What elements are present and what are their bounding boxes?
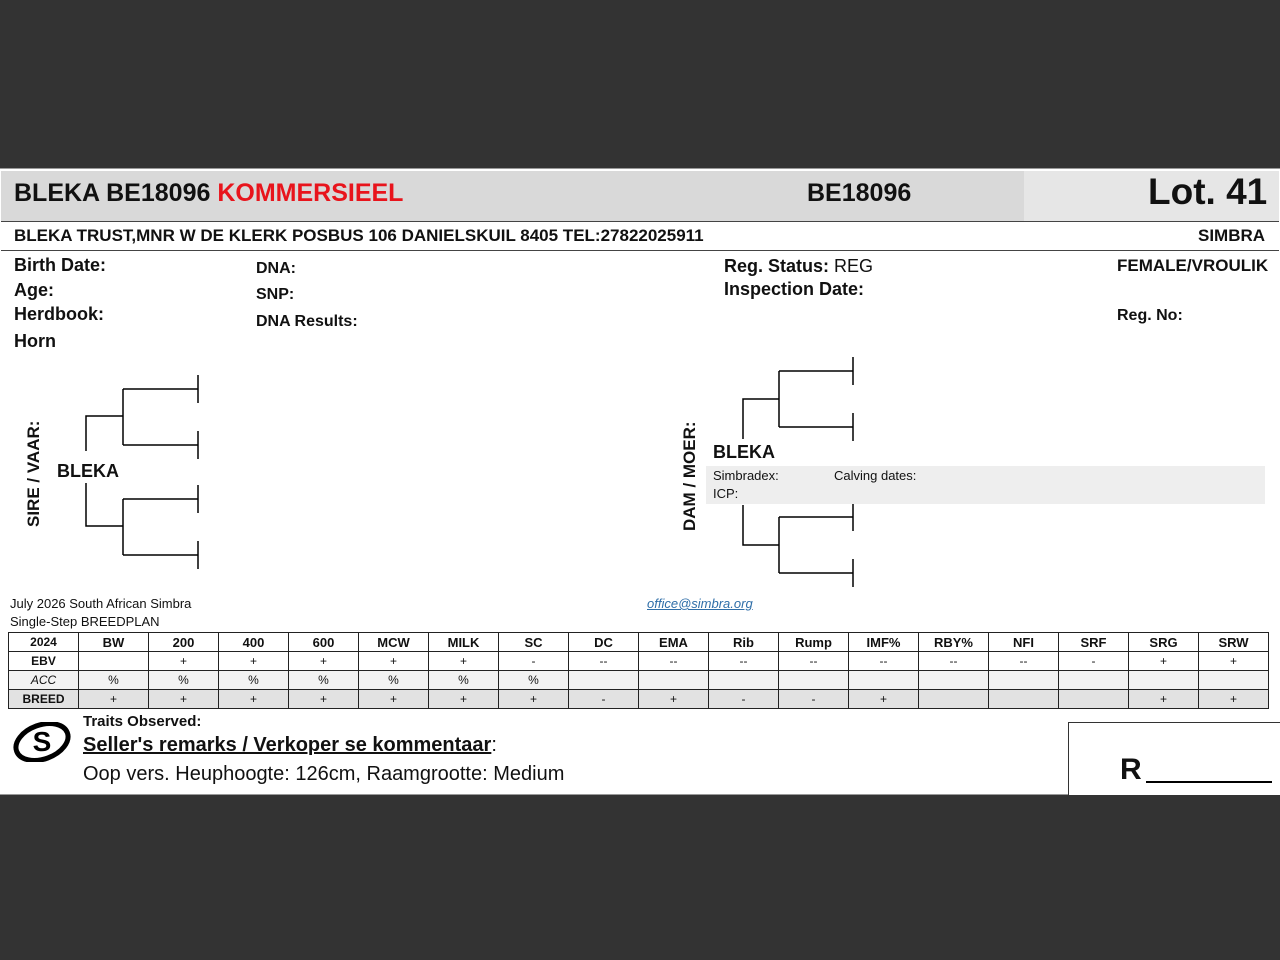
price-entry-line[interactable]: [1146, 781, 1272, 783]
ebv-cell: --: [779, 652, 849, 671]
ebv-cell: +: [79, 690, 149, 709]
ebv-cell: %: [359, 671, 429, 690]
ebv-row-label: ACC: [9, 671, 79, 690]
dna-label: DNA:: [256, 260, 296, 277]
ebv-cell: --: [709, 652, 779, 671]
ebv-cell: [1199, 671, 1269, 690]
herdbook-label: Herdbook:: [14, 304, 104, 324]
ebv-cell: -: [1059, 652, 1129, 671]
ebv-cell: +: [429, 690, 499, 709]
ebv-column-header: BW: [79, 633, 149, 652]
ebv-column-header: Rib: [709, 633, 779, 652]
dam-label: DAM / MOER:: [680, 421, 699, 531]
ebv-cell: --: [989, 652, 1059, 671]
ebv-column-header: SRG: [1129, 633, 1199, 652]
email-link[interactable]: office@simbra.org: [647, 596, 753, 611]
price-box: [1068, 722, 1280, 795]
ebv-cell: [849, 671, 919, 690]
ebv-column-header: 600: [289, 633, 359, 652]
ebv-column-header: 400: [219, 633, 289, 652]
ebv-cell: %: [499, 671, 569, 690]
ebv-year-cell: 2024: [9, 633, 79, 652]
reg-status-label: Reg. Status:: [724, 256, 830, 276]
ebv-cell: +: [639, 690, 709, 709]
sire-label: SIRE / VAAR:: [24, 420, 43, 527]
ebv-cell: -: [709, 690, 779, 709]
animal-code: BE18096: [807, 179, 912, 207]
dam-details-box: [706, 466, 1265, 504]
ebv-row-label: BREED: [9, 690, 79, 709]
ebv-cell: +: [289, 690, 359, 709]
ebv-row-breed: [9, 690, 1269, 709]
ebv-column-header: SRF: [1059, 633, 1129, 652]
lot-number: Lot. 41: [1148, 171, 1268, 212]
ebv-cell: -: [569, 690, 639, 709]
breedplan-type: Single-Step BREEDPLAN: [10, 614, 160, 629]
ebv-cell: %: [219, 671, 289, 690]
ebv-table: [8, 632, 1269, 709]
seller-remarks-colon: :: [491, 734, 497, 756]
ebv-cell: [919, 671, 989, 690]
ebv-cell: [919, 690, 989, 709]
simbradex-label: Simbradex:: [713, 468, 779, 483]
seller-remarks-heading: [83, 734, 497, 757]
price-currency: R: [1120, 753, 1142, 786]
ebv-cell: -: [779, 690, 849, 709]
ebv-cell: +: [359, 690, 429, 709]
sire-name: BLEKA: [57, 461, 119, 481]
lot-card: [0, 168, 1280, 795]
ebv-row-acc: [9, 671, 1269, 690]
svg-text:S: S: [32, 726, 52, 757]
seller-remarks-text: Oop vers. Heuphoogte: 126cm, Raamgrootte: Medium: [83, 763, 565, 785]
reg-no-label: Reg. No:: [1117, 307, 1183, 324]
snp-label: SNP:: [256, 286, 295, 303]
ebv-cell: [639, 671, 709, 690]
ebv-cell: +: [289, 652, 359, 671]
ebv-cell: %: [429, 671, 499, 690]
ebv-cell: [1059, 690, 1129, 709]
ebv-cell: [779, 671, 849, 690]
dna-results-label: DNA Results:: [256, 313, 358, 330]
birth-date-label: Birth Date:: [14, 255, 107, 275]
ebv-column-header: NFI: [989, 633, 1059, 652]
ebv-column-header: SC: [499, 633, 569, 652]
ebv-cell: +: [149, 652, 219, 671]
ebv-cell: +: [849, 690, 919, 709]
ebv-column-header: MILK: [429, 633, 499, 652]
ebv-cell: [989, 690, 1059, 709]
ebv-column-header: MCW: [359, 633, 429, 652]
ebv-cell: +: [499, 690, 569, 709]
ebv-cell: %: [289, 671, 359, 690]
dam-name: BLEKA: [713, 442, 775, 462]
ebv-cell: +: [1129, 690, 1199, 709]
owner-details: BLEKA TRUST,MNR W DE KLERK POSBUS 106 DANIELSKUIL 8405 TEL:27822025911: [14, 226, 704, 245]
ebv-cell: +: [1129, 652, 1199, 671]
traits-observed-label: Traits Observed:: [83, 713, 202, 730]
ebv-cell: -: [499, 652, 569, 671]
seller-remarks-label: Seller's remarks / Verkoper se kommentaar: [83, 734, 492, 756]
ebv-column-header: DC: [569, 633, 639, 652]
ebv-cell: --: [919, 652, 989, 671]
ebv-cell: +: [1199, 652, 1269, 671]
animal-category: KOMMERSIEEL: [217, 179, 404, 207]
ebv-row-ebv: [9, 652, 1269, 671]
ebv-cell: --: [569, 652, 639, 671]
breedplan-date: July 2026 South African Simbra: [10, 596, 192, 611]
ebv-header-row: [9, 633, 1269, 652]
sex-label: FEMALE/VROULIK: [1117, 256, 1269, 275]
ebv-cell: +: [1199, 690, 1269, 709]
animal-name: BLEKA BE18096: [14, 179, 211, 207]
ebv-row-label: EBV: [9, 652, 79, 671]
ebv-cell: [1059, 671, 1129, 690]
calving-dates-label: Calving dates:: [834, 468, 917, 483]
ebv-cell: +: [149, 690, 219, 709]
age-label: Age:: [14, 280, 54, 300]
ebv-cell: [569, 671, 639, 690]
icp-label: ICP:: [713, 486, 739, 501]
ebv-cell: [1129, 671, 1199, 690]
horn-label: Horn: [14, 331, 56, 351]
ebv-column-header: SRW: [1199, 633, 1269, 652]
ebv-cell: +: [359, 652, 429, 671]
ebv-cell: %: [79, 671, 149, 690]
ebv-column-header: RBY%: [919, 633, 989, 652]
ebv-column-header: IMF%: [849, 633, 919, 652]
ebv-column-header: 200: [149, 633, 219, 652]
ebv-cell: +: [219, 652, 289, 671]
ebv-column-header: EMA: [639, 633, 709, 652]
ebv-cell: [709, 671, 779, 690]
ebv-cell: +: [429, 652, 499, 671]
ebv-cell: --: [849, 652, 919, 671]
ebv-column-header: Rump: [779, 633, 849, 652]
ebv-cell: +: [219, 690, 289, 709]
ebv-cell: %: [149, 671, 219, 690]
ebv-cell: --: [639, 652, 709, 671]
ebv-cell: [79, 652, 149, 671]
inspection-date-label: Inspection Date:: [724, 279, 865, 299]
reg-status-value: REG: [834, 256, 874, 276]
simbra-logo-icon: [12, 722, 72, 762]
breed-name: SIMBRA: [1198, 226, 1266, 245]
ebv-cell: [989, 671, 1059, 690]
